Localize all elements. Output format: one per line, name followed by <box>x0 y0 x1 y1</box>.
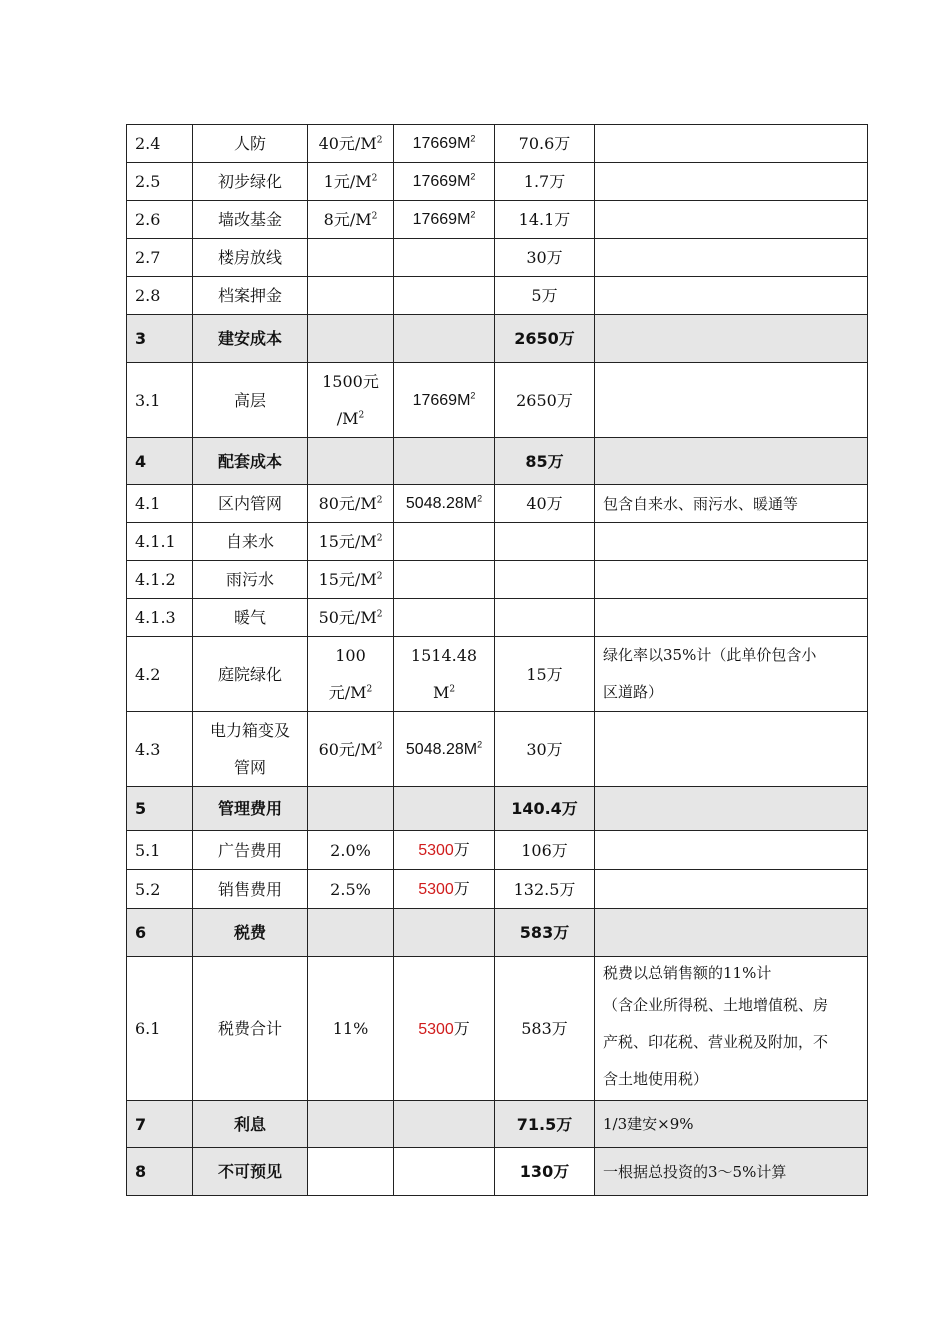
row-id: 5.2 <box>127 870 193 909</box>
row-id: 4.1.3 <box>127 599 193 637</box>
row-area: $5048.28M^2$ <box>394 485 495 523</box>
row-price <box>308 1101 394 1148</box>
row-total: 132.5万 <box>495 870 595 909</box>
section-row <box>127 1101 868 1148</box>
section-name: 不可预见 <box>193 1148 308 1196</box>
row-total: 30万 <box>495 712 595 787</box>
row-id: 4.2 <box>127 637 193 712</box>
section-name: 建安成本 <box>193 315 308 363</box>
row-area <box>394 239 495 277</box>
row-price: 60元$/M^2$ <box>308 712 394 787</box>
table-row <box>127 712 868 787</box>
row-name: 电力箱变及 管网 <box>193 712 308 787</box>
section-row <box>127 315 868 363</box>
table-row <box>127 277 868 315</box>
row-name: 暖气 <box>193 599 308 637</box>
row-id: 5.1 <box>127 831 193 870</box>
row-price: 80元$/M^2$ <box>308 485 394 523</box>
section-name: 配套成本 <box>193 438 308 485</box>
row-name: 初步绿化 <box>193 163 308 201</box>
row-total: 14.1万 <box>495 201 595 239</box>
section-row <box>127 1148 868 1196</box>
row-name: 区内管网 <box>193 485 308 523</box>
row-price <box>308 315 394 363</box>
row-total <box>495 561 595 599</box>
row-area <box>394 909 495 957</box>
table-row <box>127 637 868 712</box>
row-id: 3.1 <box>127 363 193 438</box>
row-price <box>308 1148 394 1196</box>
row-total: 15万 <box>495 637 595 712</box>
row-price: 2.5% <box>308 870 394 909</box>
row-price <box>308 277 394 315</box>
row-name: 高层 <box>193 363 308 438</box>
row-area: 5300万 <box>394 870 495 909</box>
row-area <box>394 277 495 315</box>
row-id: 2.5 <box>127 163 193 201</box>
row-name: 楼房放线 <box>193 239 308 277</box>
row-note <box>595 277 868 315</box>
row-note <box>595 363 868 438</box>
row-name: 人防 <box>193 125 308 163</box>
table-row <box>127 523 868 561</box>
row-total: 2650万 <box>495 363 595 438</box>
row-id: 6.1 <box>127 957 193 1101</box>
row-id: 2.8 <box>127 277 193 315</box>
row-price: 1500元 $/M^2$ <box>308 363 394 438</box>
row-area <box>394 438 495 485</box>
row-total <box>495 523 595 561</box>
row-area <box>394 561 495 599</box>
row-total: 5万 <box>495 277 595 315</box>
row-area <box>394 599 495 637</box>
row-id: 4.1 <box>127 485 193 523</box>
section-row <box>127 787 868 831</box>
row-price <box>308 787 394 831</box>
section-total: 2650万 <box>495 315 595 363</box>
row-price <box>308 909 394 957</box>
row-name: 广告费用 <box>193 831 308 870</box>
section-id: 7 <box>127 1101 193 1148</box>
row-area <box>394 315 495 363</box>
row-price: 15元$/M^2$ <box>308 561 394 599</box>
row-price: 1元$/M^2$ <box>308 163 394 201</box>
table-row <box>127 870 868 909</box>
table-row <box>127 363 868 438</box>
row-note <box>595 523 868 561</box>
row-name: 自来水 <box>193 523 308 561</box>
row-price <box>308 239 394 277</box>
row-id: 2.7 <box>127 239 193 277</box>
row-name: 墙改基金 <box>193 201 308 239</box>
row-note <box>595 561 868 599</box>
row-note: 一根据总投资的3～5%计算 <box>595 1148 868 1196</box>
row-area: 1514.48 $M^2$ <box>394 637 495 712</box>
row-total: 1.7万 <box>495 163 595 201</box>
row-area <box>394 523 495 561</box>
row-total: 30万 <box>495 239 595 277</box>
section-name: 税费 <box>193 909 308 957</box>
row-area: $5048.28M^2$ <box>394 712 495 787</box>
row-note: 1/3建安×9% <box>595 1101 868 1148</box>
section-total: 71.5万 <box>495 1101 595 1148</box>
row-total: 106万 <box>495 831 595 870</box>
table-row <box>127 163 868 201</box>
table-row <box>127 831 868 870</box>
section-id: 5 <box>127 787 193 831</box>
row-area: $17669M^2$ <box>394 163 495 201</box>
row-id: 4.3 <box>127 712 193 787</box>
row-id: 2.6 <box>127 201 193 239</box>
table-row <box>127 957 868 1101</box>
row-note <box>595 870 868 909</box>
row-area <box>394 1101 495 1148</box>
row-total: 40万 <box>495 485 595 523</box>
row-note <box>595 239 868 277</box>
section-name: 利息 <box>193 1101 308 1148</box>
row-note <box>595 163 868 201</box>
row-total: 70.6万 <box>495 125 595 163</box>
section-total: 583万 <box>495 909 595 957</box>
row-price: 11% <box>308 957 394 1101</box>
table-row <box>127 485 868 523</box>
row-note <box>595 599 868 637</box>
table-row <box>127 201 868 239</box>
row-name: 档案押金 <box>193 277 308 315</box>
row-name: 销售费用 <box>193 870 308 909</box>
table-row <box>127 239 868 277</box>
section-id: 4 <box>127 438 193 485</box>
row-note: 税费以总销售额的11%计 （含企业所得税、土地增值税、房 产税、印花税、营业税及附加，不 含土地使用税） <box>595 957 868 1101</box>
row-area <box>394 1148 495 1196</box>
row-area: $17669M^2$ <box>394 201 495 239</box>
row-price: 15元$/M^2$ <box>308 523 394 561</box>
row-id: 2.4 <box>127 125 193 163</box>
row-name: 税费合计 <box>193 957 308 1101</box>
cost-table <box>126 124 868 1196</box>
row-total <box>495 599 595 637</box>
table-row <box>127 599 868 637</box>
row-price: 100 元$/M^2$ <box>308 637 394 712</box>
row-id: 4.1.2 <box>127 561 193 599</box>
row-price: 2.0% <box>308 831 394 870</box>
section-total: 85万 <box>495 438 595 485</box>
row-note: 包含自来水、雨污水、暖通等 <box>595 485 868 523</box>
section-row <box>127 438 868 485</box>
section-name: 管理费用 <box>193 787 308 831</box>
row-note <box>595 909 868 957</box>
row-price: 40元$/M^2$ <box>308 125 394 163</box>
row-area: 5300万 <box>394 957 495 1101</box>
row-name: 庭院绿化 <box>193 637 308 712</box>
section-total: 140.4万 <box>495 787 595 831</box>
section-id: 6 <box>127 909 193 957</box>
row-note <box>595 201 868 239</box>
row-price: 50元$/M^2$ <box>308 599 394 637</box>
row-note <box>595 438 868 485</box>
row-note <box>595 315 868 363</box>
section-id: 3 <box>127 315 193 363</box>
row-name: 雨污水 <box>193 561 308 599</box>
table-row <box>127 125 868 163</box>
row-note <box>595 831 868 870</box>
row-note <box>595 712 868 787</box>
row-price: 8元$/M^2$ <box>308 201 394 239</box>
row-area: 5300万 <box>394 831 495 870</box>
row-area: $17669M^2$ <box>394 363 495 438</box>
row-total: 583万 <box>495 957 595 1101</box>
table-row <box>127 561 868 599</box>
section-row <box>127 909 868 957</box>
row-price <box>308 438 394 485</box>
section-total: 130万 <box>495 1148 595 1196</box>
row-note <box>595 125 868 163</box>
row-id: 4.1.1 <box>127 523 193 561</box>
section-id: 8 <box>127 1148 193 1196</box>
row-area <box>394 787 495 831</box>
row-area: $17669M^2$ <box>394 125 495 163</box>
row-note <box>595 787 868 831</box>
row-note: 绿化率以35%计（此单价包含小 区道路） <box>595 637 868 712</box>
